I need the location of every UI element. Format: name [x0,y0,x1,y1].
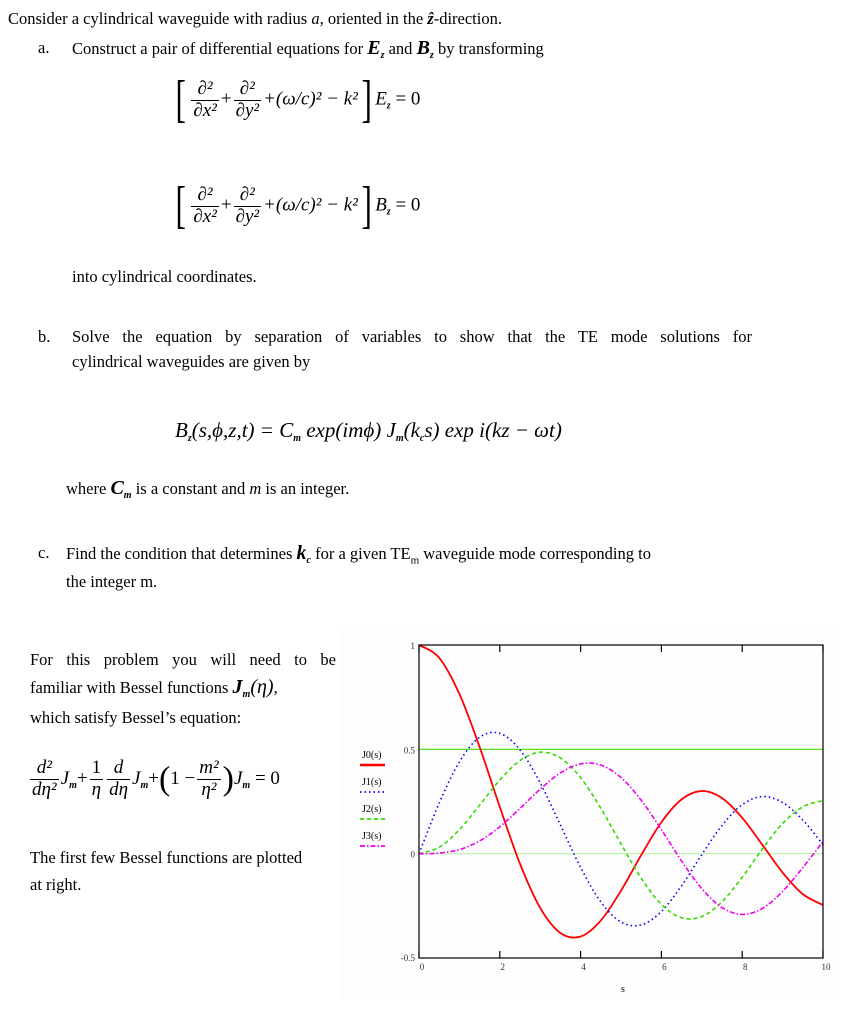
paren: ( [158,760,171,798]
subscript: m [69,779,77,791]
equals-zero: = 0 [254,767,280,789]
x-tick-label: 8 [742,962,748,972]
numerator: ∂² [191,185,219,207]
bz-symbol: B [416,37,430,59]
subscript: z [386,100,391,112]
j: J [60,767,70,789]
numerator: d² [30,758,59,780]
legend-label: J1(s) [362,777,382,788]
b: B [175,418,188,442]
numerator: ∂² [234,185,262,207]
j: J [233,767,243,789]
part-c-line2: the integer m. [66,572,158,591]
subscript: m [123,490,132,501]
m: m [249,479,262,498]
bessel-p5: at right. [30,875,82,894]
bracket: [ [175,71,186,128]
plus: + [220,88,232,110]
legend-label: J3(s) [362,831,382,842]
text: by transforming [433,39,544,58]
j-symbol: J [232,676,243,698]
legend-label: J2(s) [362,804,382,815]
legend-label: J0(s) [362,750,382,761]
j: J [132,767,141,789]
equals-zero: = 0 [395,88,421,110]
bessel-equation [28,758,280,801]
denominator: η² [201,778,217,800]
term: +(ω/c)² − k² [263,88,358,110]
equation-te-mode [175,418,562,444]
subscript: z [380,50,385,61]
term: (k [403,418,420,442]
text: where [66,479,111,498]
subscript: m [410,554,420,567]
y-tick-label: 1 [410,641,415,651]
text: familiar with Bessel functions [30,678,233,697]
part-a-after: into cylindrical coordinates. [72,267,257,286]
x-tick-label: 10 [821,962,831,972]
subscript: m [293,433,301,444]
numerator: m² [199,757,219,778]
denominator: dη² [32,778,57,800]
paren: ) [222,760,234,798]
numerator: ∂² [191,79,219,101]
subscript: m [242,779,251,791]
subscript: m [242,689,251,700]
bracket: ] [361,71,372,128]
intro-text: -direction. [433,9,502,28]
part-b-line2: cylindrical waveguides are given by [72,352,311,371]
y-tick-label: 0.5 [403,745,415,756]
subscript: c [419,433,425,444]
plus: + [76,767,88,789]
y-tick-label: 0 [410,849,415,860]
text: Construct a pair of differential equations for [72,39,368,58]
subscript: c [306,555,311,566]
equation-bz [172,177,421,234]
chart-background [340,630,840,1000]
part-b-line1: Solve the equation by separation of variables to show that the TE mode solutions for [72,327,752,346]
plus: + [220,194,232,216]
denominator: ∂x² [193,205,217,227]
eta: (η) [250,676,274,698]
radius-var: a [311,9,320,28]
text: for a given TE [310,544,411,563]
subscript: z [429,50,434,61]
text: and [384,39,417,58]
denominator: η [91,778,102,800]
x-tick-label: 2 [500,962,506,972]
text: waveguide mode corresponding to [419,544,651,563]
bessel-p1: For this problem you will need to be [30,650,336,669]
plus: + [148,767,159,789]
bessel-p2 [30,676,278,700]
denominator: ∂y² [235,205,260,227]
term: s) exp i(kz − ωt) [424,418,562,442]
equals-zero: = 0 [395,194,421,216]
denominator: ∂y² [235,99,260,121]
bz: B [375,194,387,216]
x-tick-label: 0 [419,962,425,972]
x-tick-label: 4 [581,962,586,972]
bracket: [ [175,177,186,234]
numerator: ∂² [234,79,262,101]
bessel-p4: The first few Bessel functions are plotted [30,848,303,867]
part-b-marker: b. [38,327,51,346]
term: (s,ϕ,z,t) = C [191,418,294,442]
z-hat: ẑ [427,9,434,28]
text: is a constant and [131,479,250,498]
y-tick-label: -0.5 [400,953,415,963]
text: , [273,678,278,697]
part-a-text [72,37,544,61]
c-symbol: C [110,477,124,499]
bessel-p3: which satisfy Bessel’s equation: [30,708,242,727]
equation-ez [172,71,421,128]
text: is an integer. [261,479,350,498]
intro-text: Consider a cylindrical waveguide with radius [8,9,312,28]
bracket: ] [361,177,372,234]
x-tick-label: 6 [662,962,667,972]
subscript: m [395,433,404,444]
subscript: m [140,779,149,791]
term: 1 − [170,767,196,789]
k-symbol: k [296,542,307,564]
where-line [66,477,349,501]
intro-text: , oriented in the [319,9,428,28]
part-c-marker: c. [38,543,50,562]
numerator: d [107,758,130,780]
part-c-line1 [66,542,651,566]
numerator: 1 [91,757,102,778]
x-axis-label: s [621,984,625,995]
intro-line [8,9,502,29]
part-a-marker: a. [38,38,50,57]
term: +(ω/c)² − k² [263,194,358,216]
ez: E [375,88,387,110]
subscript: z [386,206,391,218]
text: Find the condition that determines [66,544,297,563]
term: exp(imϕ) J [300,418,396,442]
denominator: ∂x² [193,99,217,121]
bessel-chart [340,630,840,1000]
denominator: dη [109,778,128,800]
ez-symbol: E [367,37,381,59]
subscript: z [187,433,192,444]
